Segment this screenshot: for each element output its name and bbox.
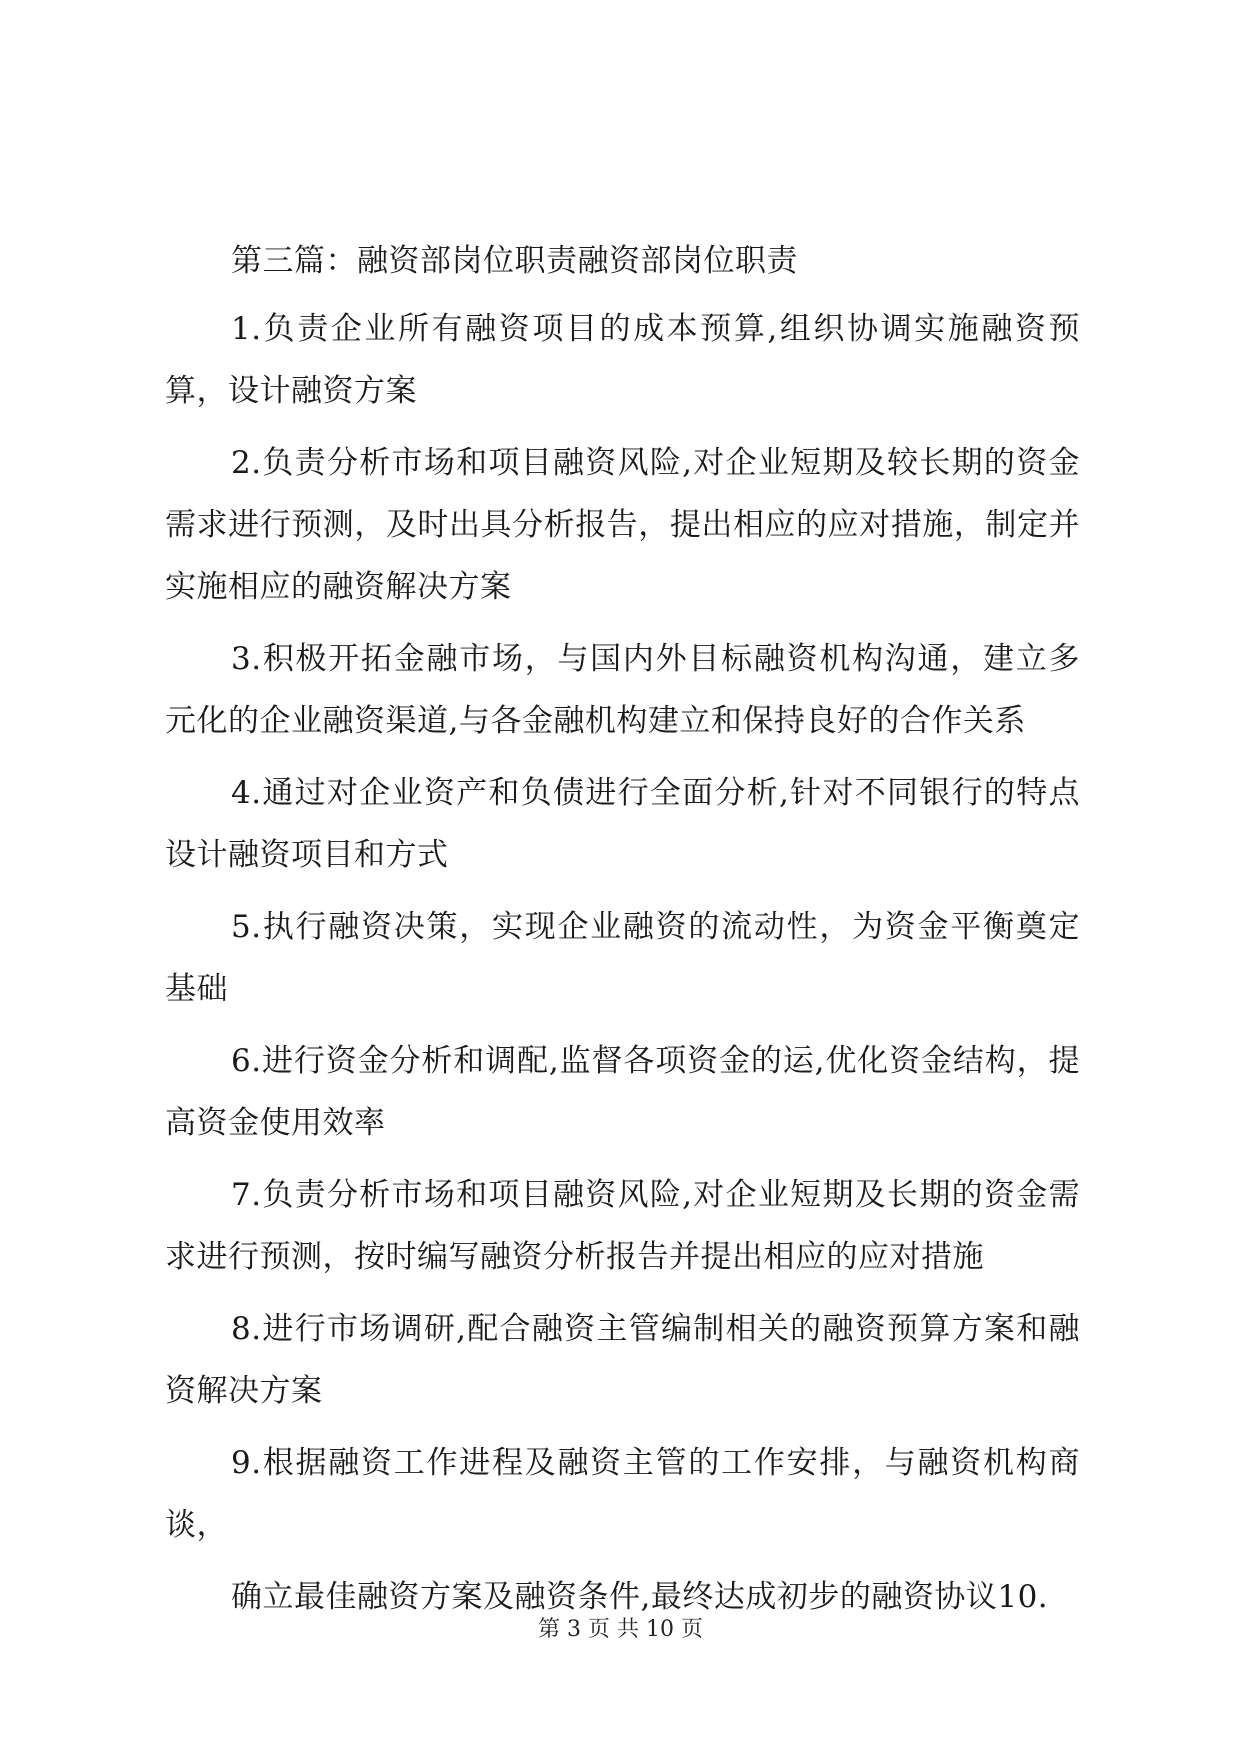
paragraph-6: 6.进行资金分析和调配,监督各项资金的运,优化资金结构，提高资金使用效率 [165,1043,1080,1141]
paragraph-5: 5.执行融资决策，实现企业融资的流动性，为资金平衡奠定基础 [165,909,1080,1007]
document-body [165,230,1080,1638]
paragraph-4: 4.通过对企业资产和负债进行全面分析,针对不同银行的特点设计融资项目和方式 [165,775,1080,873]
page-footer: 第 3 页 共 10 页 [538,1617,703,1642]
paragraph-8: 8.进行市场调研,配合融资主管编制相关的融资预算方案和融资解决方案 [165,1311,1080,1409]
section-heading: 第三篇：融资部岗位职责融资部岗位职责 [231,243,798,279]
paragraph-1: 1.负责企业所有融资项目的成本预算,组织协调实施融资预算，设计融资方案 [165,311,1080,409]
paragraph-9: 9.根据融资工作进程及融资主管的工作安排，与融资机构商谈， [165,1445,1080,1543]
paragraph-10: 确立最佳融资方案及融资条件,最终达成初步的融资协议10. [231,1579,1049,1615]
paragraph-2: 2.负责分析市场和项目融资风险,对企业短期及较长期的资金需求进行预测，及时出具分析报告，提出相应的应对措施，制定并实施相应的融资解决方案 [165,445,1080,605]
paragraph-3: 3.积极开拓金融市场，与国内外目标融资机构沟通，建立多元化的企业融资渠道,与各金融机构建立和保持良好的合作关系 [165,641,1080,739]
paragraph-7: 7.负责分析市场和项目融资风险,对企业短期及长期的资金需求进行预测，按时编写融资分析报告并提出相应的应对措施 [165,1177,1080,1275]
